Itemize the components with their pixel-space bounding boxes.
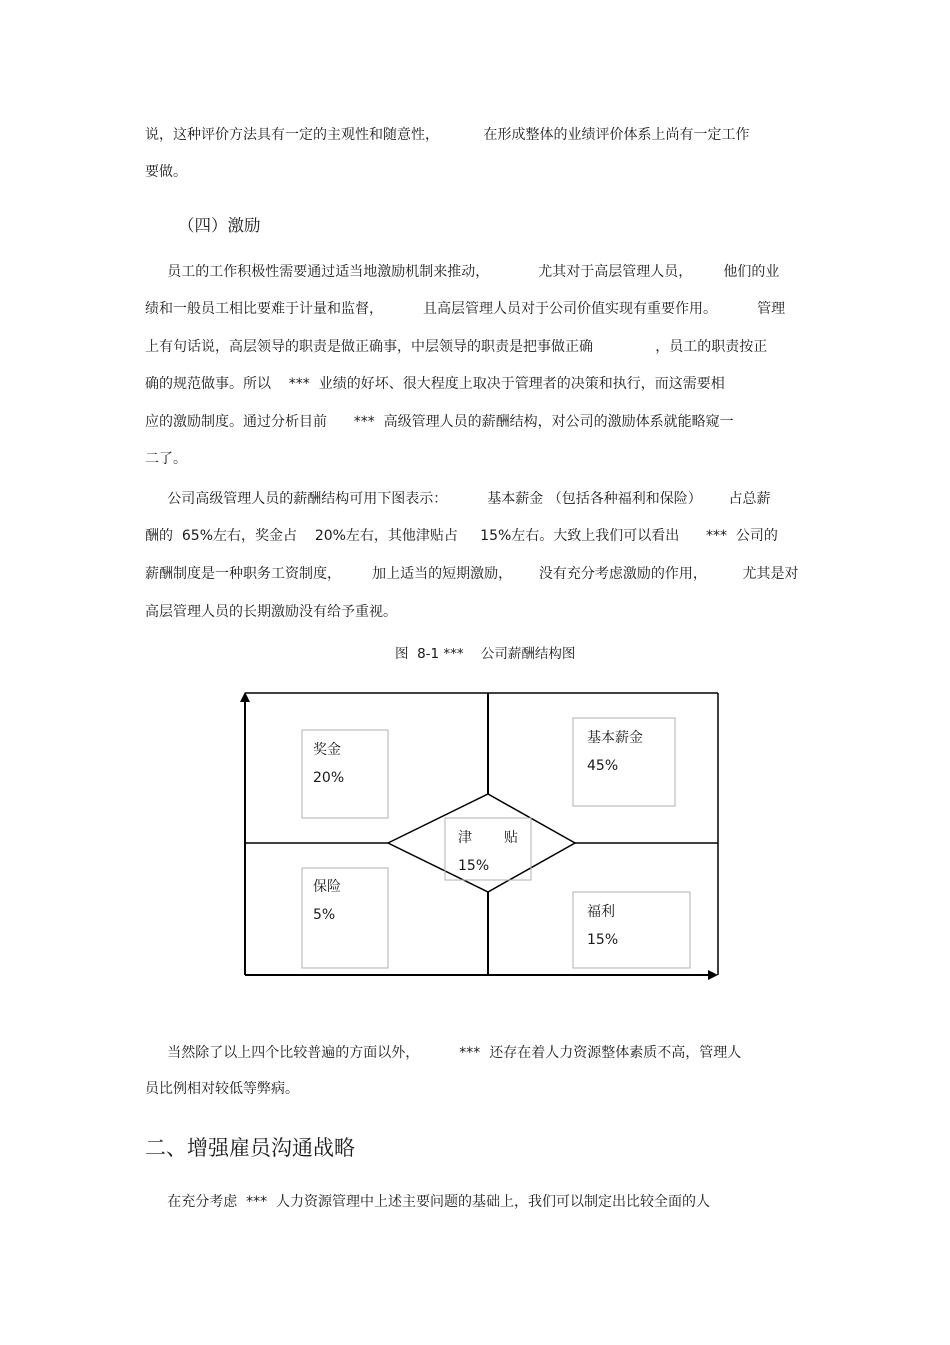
bonus-label: 奖金 [313,742,341,758]
allowance-value: 15% [458,858,490,874]
chapter-heading: 二、增强雇员沟通战略 [145,1136,355,1160]
insurance-value: 5% [313,907,336,923]
paragraph-2-line-6: 二了。 [145,451,187,467]
base-salary-value: 45% [587,758,619,774]
paragraph-2-line-1: 员工的工作积极性需要通过适当地激励机制来推动， 尤其对于高层管理人员， 他们的业 [145,264,780,280]
paragraph-5-line-1: 在充分考虑 *** 人力资源管理中上述主要问题的基础上，我们可以制定出比较全面的人 [145,1194,711,1210]
figure-caption: 图 8-1 *** 公司薪酬结构图 [395,646,576,662]
paragraph-2-line-2: 绩和一般员工相比要难于计量和监督， 且高层管理人员对于公司价值实现有重要作用。 管理 [145,301,786,317]
welfare-label: 福利 [587,904,615,920]
welfare-value: 15% [587,932,619,948]
paragraph-1-line-2: 要做。 [145,164,187,180]
allowance-diamond [388,794,575,892]
paragraph-3-line-1: 公司高级管理人员的薪酬结构可用下图表示： 基本薪金 （包括各种福利和保险） 占总薪 [145,491,771,507]
bonus-value: 20% [313,770,345,786]
salary-structure-diagram [234,688,734,988]
paragraph-2-line-4: 确的规范做事。所以 *** 业绩的好坏、很大程度上取决于管理者的决策和执行，而这需要相 [145,376,725,392]
allowance-label-left: 津 [458,830,472,846]
paragraph-2-line-3: 上有句话说，高层领导的职责是做正确事，中层领导的职责是把事做正确 ，员工的职责按正 [145,339,768,355]
paragraph-4-line-2: 员比例相对较低等弊病。 [145,1081,299,1097]
paragraph-3-line-3: 薪酬制度是一种职务工资制度， 加上适当的短期激励， 没有充分考虑激励的作用， 尤其是对 [145,566,799,582]
paragraph-4-line-1: 当然除了以上四个比较普遍的方面以外， *** 还存在着人力资源整体素质不高，管理人 [145,1045,742,1061]
paragraph-3-line-2: 酬的 65%左右，奖金占 20%左右，其他津贴占 15%左右。大致上我们可以看出 *** 公司的 [145,528,778,544]
insurance-label: 保险 [313,879,341,895]
base-salary-label: 基本薪金 [587,730,643,746]
x-axis-arrow-icon [708,970,718,980]
paragraph-1-line-1: 说，这种评价方法具有一定的主观性和随意性， 在形成整体的业绩评价体系上尚有一定工作 [145,127,750,143]
paragraph-3-line-4: 高层管理人员的长期激励没有给予重视。 [145,604,397,620]
section-heading: （四）激励 [178,216,261,235]
allowance-label-right: 贴 [504,830,518,846]
paragraph-2-line-5: 应的激励制度。通过分析目前 *** 高级管理人员的薪酬结构，对公司的激励体系就能略窥一 [145,414,734,430]
